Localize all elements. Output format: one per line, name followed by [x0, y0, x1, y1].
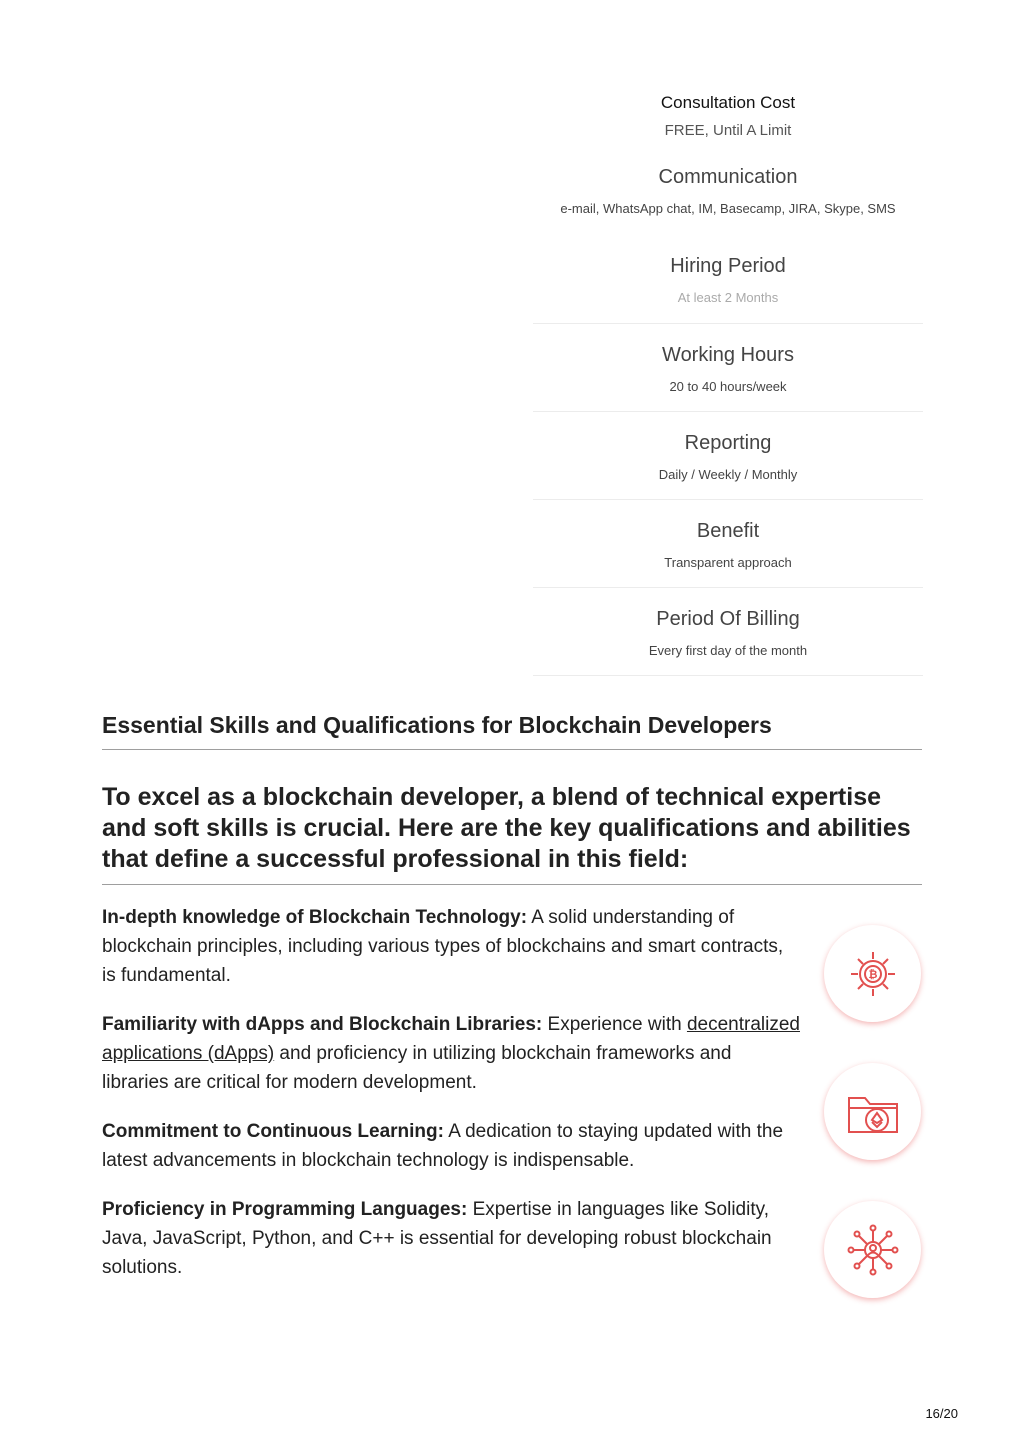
info-value: Every first day of the month	[648, 643, 808, 658]
info-value: At least 2 Months	[677, 290, 779, 305]
info-row-hiring-period	[533, 246, 923, 324]
skill-title: Familiarity with dApps and Blockchain Libraries:	[102, 1014, 543, 1035]
info-title: Hiring Period	[670, 255, 786, 277]
skill-text: A solid understanding of blockchain principles, including various types of blockchains and smart contracts, is fundamental.	[102, 907, 784, 986]
info-title: Communication	[658, 166, 798, 188]
info-value: Transparent approach	[664, 555, 792, 570]
skill-item-blockchain-knowledge	[102, 903, 802, 990]
skill-item-dapps	[102, 1010, 802, 1097]
info-title: Consultation Cost	[660, 93, 796, 112]
info-row-consultation	[533, 84, 923, 158]
skill-item-continuous-learning	[102, 1117, 802, 1175]
svg-text:₿: ₿	[868, 967, 877, 981]
skill-title: In-depth knowledge of Blockchain Technology:	[102, 907, 528, 928]
info-title: Period Of Billing	[656, 608, 800, 630]
skill-text: Expertise in languages like Solidity, Java, JavaScript, Python, and C++ is essential for developing robust blockchain solutions.	[102, 1199, 772, 1278]
info-row-billing	[533, 588, 923, 676]
info-value: 20 to 40 hours/week	[669, 379, 787, 394]
user-network-icon	[824, 1201, 921, 1298]
info-value: e-mail, WhatsApp chat, IM, Basecamp, JIRA, Skype, SMS	[560, 201, 896, 216]
info-title: Reporting	[684, 432, 772, 454]
info-row-communication	[533, 158, 923, 246]
info-row-working-hours	[533, 324, 923, 412]
info-value: Daily / Weekly / Monthly	[658, 467, 798, 482]
ethereum-folder-icon	[824, 1063, 921, 1160]
info-title: Benefit	[696, 520, 760, 542]
intro-heading: To excel as a blockchain developer, a blend of technical expertise and soft skills is crucial. Here are the key qualifications and abilities that define a successful professional in this field:	[102, 782, 922, 885]
skill-text: Experience with	[542, 1014, 687, 1035]
skill-title: Proficiency in Programming Languages:	[102, 1199, 468, 1220]
skills-heading: Essential Skills and Qualifications for Blockchain Developers	[102, 712, 922, 750]
dapps-link[interactable]: decentralized applications (dApps)	[102, 1014, 800, 1064]
skill-item-programming-languages	[102, 1195, 802, 1282]
skills-list	[102, 903, 802, 1302]
info-title: Working Hours	[662, 344, 794, 366]
page-number: 16/20	[925, 1406, 958, 1421]
info-row-benefit	[533, 500, 923, 588]
info-row-reporting	[533, 412, 923, 500]
skill-text: A dedication to staying updated with the latest advancements in blockchain technology is indispensable.	[102, 1121, 784, 1171]
skill-text: and proficiency in utilizing blockchain frameworks and libraries are critical for modern development.	[102, 1043, 732, 1093]
info-value: FREE, Until A Limit	[664, 122, 792, 139]
skill-title: Commitment to Continuous Learning:	[102, 1121, 444, 1142]
bitcoin-brain-icon	[824, 925, 921, 1022]
engagement-info-table	[533, 84, 923, 676]
